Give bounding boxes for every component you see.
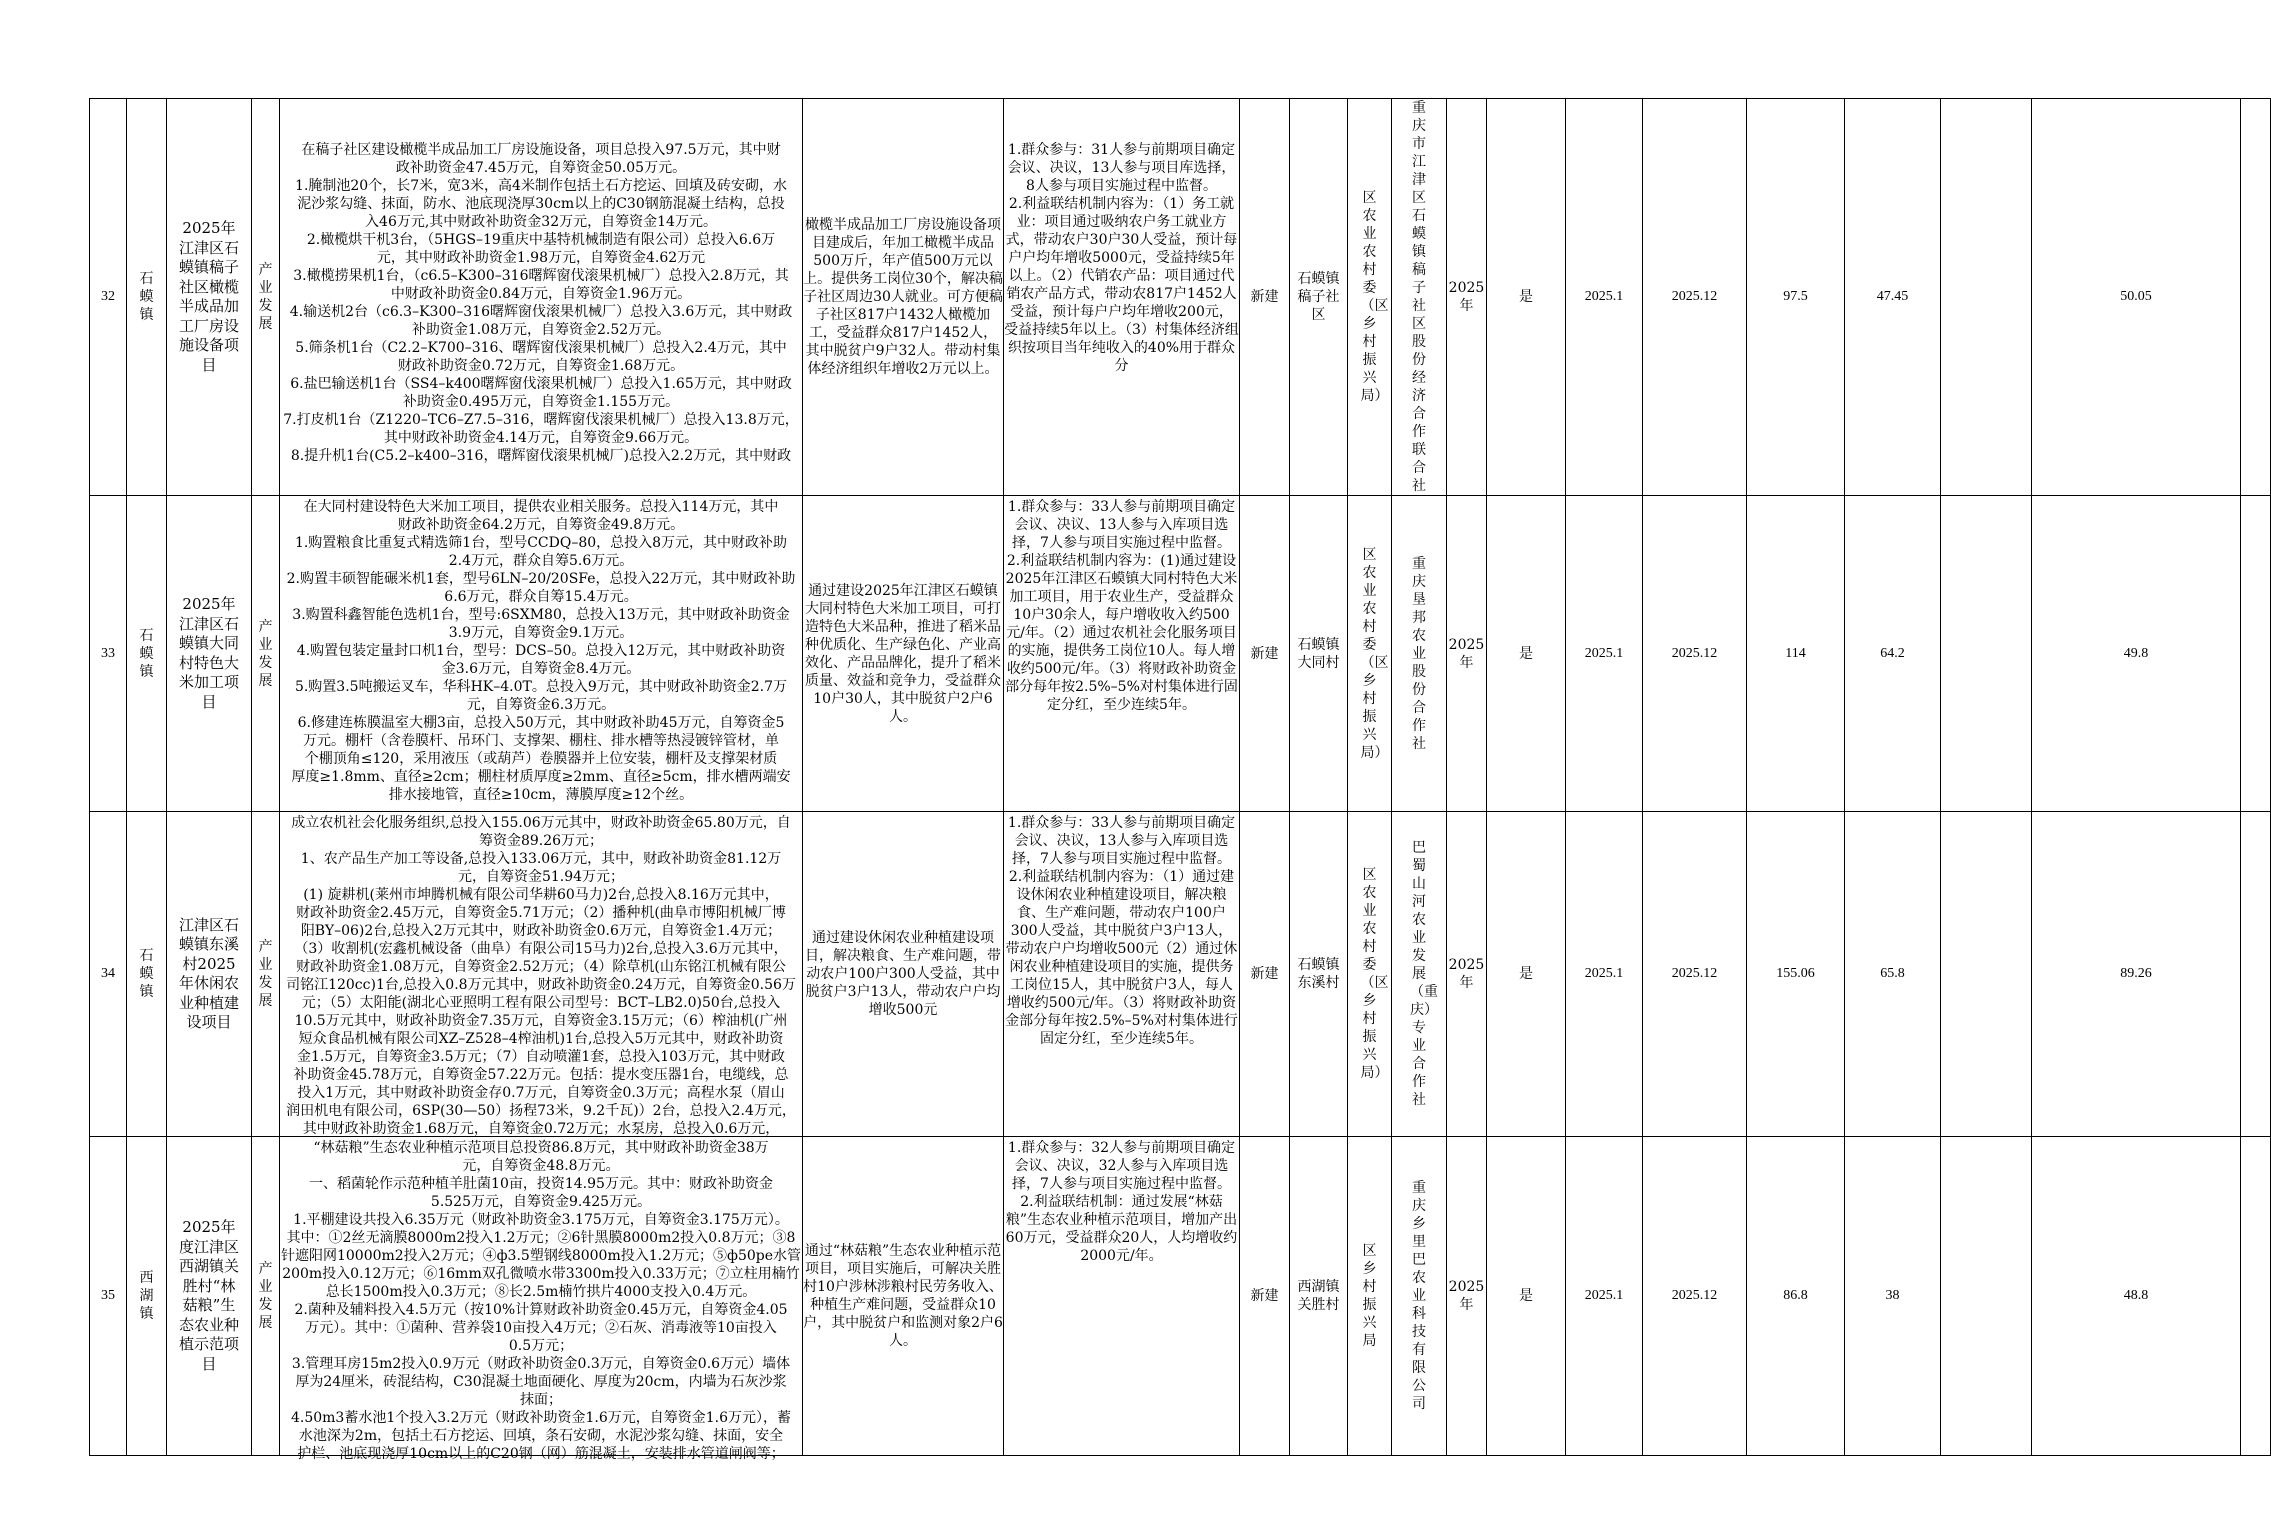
detail-line: 水池深为2m，包括土石方挖运、回填，条石安砌，水泥沙浆勾缝、抹面，安全 <box>298 1427 784 1444</box>
cell-total-investment <box>1747 496 1845 812</box>
cell-project-name <box>167 1137 252 1456</box>
cell-implementing-entity-text: 重庆垦邦农业股份合作社 <box>1412 555 1426 752</box>
cell-flag-text: 是 <box>1519 645 1533 662</box>
cell-start-date <box>1566 99 1643 496</box>
detail-line: （3）收割机(宏鑫机械设备（曲阜）有限公司15马力)2台,总投入3.6万元其中， <box>294 940 788 957</box>
detail-line: 财政补助资金64.2万元，自筹资金49.8万元。 <box>397 516 685 533</box>
cell-total-investment-text: 86.8 <box>1783 1288 1808 1303</box>
cell-self-raised-funds <box>2032 99 2241 496</box>
detail-line: 1.平棚建设共投入6.35万元（财政补助资金3.175万元，自筹资金3.175万元）。 <box>293 1211 789 1228</box>
detail-line: 财政补助资金2.45万元，自筹资金5.71万元；（2）播种机(曲阜市博阳机械厂博 <box>296 904 786 921</box>
cell-fiscal-funds-text: 38 <box>1885 1288 1900 1303</box>
cell-construction-type-text: 新建 <box>1250 966 1279 982</box>
cell-start-date-text: 2025.1 <box>1584 1288 1624 1303</box>
cell-fiscal-funds-text: 64.2 <box>1880 645 1905 661</box>
detail-line: (1) 旋耕机(莱州市坤腾机械有限公司华耕60马力)2台,总投入8.16万元其中， <box>303 886 779 903</box>
cell-self-raised-funds <box>2032 812 2241 1137</box>
cell-category <box>252 1137 280 1456</box>
detail-line: 在稿子社区建设橄榄半成品加工厂房设施设备，项目总投入97.5万元，其中财 <box>301 142 781 158</box>
cell-year <box>1447 99 1487 496</box>
detail-line: 泥沙浆勾缝、抹面，防水、池底现浇厚30cm以上的C30钢筋混凝土结构，总投 <box>297 196 785 212</box>
cell-benefit-mechanism <box>1004 812 1240 1137</box>
cell-location-text: 石蟆镇稿子社区 <box>1297 271 1340 323</box>
cell-end-date-text: 2025.12 <box>1671 645 1718 661</box>
cell-town-text: 西湖镇 <box>139 1270 154 1322</box>
detail-line: 排水接地管，直径≥10cm，薄膜厚度≥12个丝。 <box>388 786 694 803</box>
cell-construction-type-text: 新建 <box>1250 1288 1279 1304</box>
cell-end-date <box>1643 496 1747 812</box>
cell-end-date <box>1643 1137 1747 1456</box>
detail-line: 补助资金0.495万元，自筹资金1.155万元。 <box>402 394 680 410</box>
detail-line: 3.管理耳房15m2投入0.9万元（财政补助资金0.3万元，自筹资金0.6万元）墙体 <box>291 1355 791 1372</box>
cell-year <box>1447 1137 1487 1456</box>
cell-project-name-text: 2025年度江津区西湖镇关胜村“林菇粮”生态农业种植示范项目 <box>178 1218 239 1373</box>
detail-line: 2.购置丰硕智能碾米机1套，型号6LN–20/20SFe，总投入22万元，其中财政补助 <box>286 570 796 587</box>
cell-town <box>127 99 167 496</box>
cell-expected-benefit <box>803 496 1004 812</box>
cell-town <box>127 496 167 812</box>
detail-line: 短众食品机械有限公司XZ–Z528–4榨油机)1台,总投入5万元其中，财政补助资 <box>298 1030 784 1047</box>
cell-year <box>1447 496 1487 812</box>
detail-line: 4.输送机2台（c6.3–K300–316曙辉窗伐滚果机械厂）总投入3.6万元，其中财政 <box>289 304 793 320</box>
cell-supervising-dept <box>1348 1137 1392 1456</box>
cell-row-number <box>90 1137 127 1456</box>
cell-construction-details <box>280 812 803 1137</box>
project-table <box>89 98 2271 1462</box>
cell-benefit-mechanism <box>1004 99 1240 496</box>
cell-row-number-text: 35 <box>101 1288 115 1303</box>
cell-supervising-dept <box>1348 812 1392 1137</box>
cell-location <box>1290 99 1348 496</box>
cell-supervising-dept-text: 区农业农村委（区乡村振兴局） <box>1360 190 1389 404</box>
detail-line: 中财政补助资金0.84万元，自筹资金1.96万元。 <box>390 286 692 302</box>
cell-construction-details <box>280 99 803 496</box>
cell-supervising-dept-text: 区农业农村委（区乡村振兴局） <box>1360 546 1389 761</box>
cell-end-date-text: 2025.12 <box>1671 289 1718 304</box>
cell-flag <box>1487 812 1566 1137</box>
cell-category-text: 产业发展 <box>258 618 273 689</box>
cell-town-text: 石蟆镇 <box>139 948 154 1000</box>
cell-construction-type-text: 新建 <box>1250 289 1279 305</box>
detail-line: 润田机电有限公司，6SP(30—50）扬程73米，9.2千瓦)）2台，总投入2.4万元， <box>286 1102 796 1119</box>
cell-year-text: 2025年 <box>1448 636 1485 671</box>
cell-start-date <box>1566 1137 1643 1456</box>
cell-blank <box>2241 1137 2271 1456</box>
detail-line: 2.橄榄烘干机3台，（5HGS–19重庆中基特机械制造有限公司）总投入6.6万 <box>306 232 776 248</box>
cell-expected-benefit-text: 橄榄半成品加工厂房设施设备项目建成后，年加工橄榄半成品500万斤，年产值500万元以上。提供务工岗位30个，解决稿子社区周边30人就业。可方便稿子社区817户1432人橄榄加工，受益群众817户1452人，其中脱贫户9户32人。带动村集体经济组织年增收2万元以上。 <box>803 217 1003 377</box>
cell-self-raised-funds <box>2032 1137 2241 1456</box>
detail-line: 护栏、池底现浇厚10cm以上的C20钢（网）筋混凝土，安装排水管道闸阀等； <box>297 1445 785 1462</box>
detail-line: 4.购置包装定量封口机1台，型号：DCS–50。总投入12万元，其中财政补助资 <box>296 642 786 659</box>
cell-supervising-dept-text: 区乡村振兴局 <box>1362 1243 1377 1349</box>
cell-construction-type <box>1240 812 1290 1137</box>
cell-year-text: 2025年 <box>1448 957 1485 991</box>
cell-supervising-dept <box>1348 496 1392 812</box>
detail-line: 筹资金89.26万元； <box>478 832 604 849</box>
detail-line: 元；（5）太阳能(湖北心亚照明工程有限公司型号：BCT–LB2.0)50台,总投入 <box>301 994 781 1011</box>
cell-total-investment-text: 114 <box>1785 645 1806 661</box>
detail-line: 元，自筹资金6.3万元。 <box>466 696 616 713</box>
cell-year <box>1447 812 1487 1137</box>
cell-project-name <box>167 99 252 496</box>
cell-row-number <box>90 812 127 1137</box>
cell-flag-text: 是 <box>1519 289 1533 305</box>
cell-category-text: 产业发展 <box>258 262 273 332</box>
cell-town-text: 石蟆镇 <box>139 271 154 323</box>
cell-fiscal-funds <box>1845 1137 1941 1456</box>
cell-category-text: 产业发展 <box>258 1261 273 1331</box>
detail-line: 司铭江120cc)1台,总投入0.8万元其中，财政补助资金0.24万元，自筹资金0.56万 <box>286 976 796 993</box>
detail-line: 5.购置3.5吨搬运叉车，华科HK–4.0T。总投入9万元，其中财政补助资金2.7万 <box>294 678 788 695</box>
cell-row-number <box>90 496 127 812</box>
detail-line: 政补助资金47.45万元，自筹资金50.05万元。 <box>395 160 687 176</box>
cell-total-investment <box>1747 99 1845 496</box>
detail-line: 万元）。其中：①菌种、营养袋10亩投入4万元；②石灰、消毒液等10亩投入 <box>305 1319 777 1336</box>
cell-fiscal-funds <box>1845 496 1941 812</box>
detail-line: 3.购置科鑫智能色选机1台，型号:6SXM80，总投入13万元，其中财政补助资金 <box>292 606 790 623</box>
cell-self-raised-funds-text: 49.8 <box>2123 645 2149 661</box>
cell-blank <box>2241 812 2271 1137</box>
cell-blank <box>2241 496 2271 812</box>
cell-construction-type-text: 新建 <box>1250 645 1279 662</box>
detail-line: 3.9万元，自筹资金9.1万元。 <box>448 624 634 641</box>
cell-category-text: 产业发展 <box>258 939 273 1009</box>
cell-year-text: 2025年 <box>1448 280 1485 314</box>
cell-implementing-entity-text: 重庆市江津区石蟆镇稿子社区股份经济合作联合社 <box>1412 100 1426 494</box>
table-row <box>90 496 2271 812</box>
detail-line: 元，其中财政补助资金1.98万元，自筹资金4.62万元 <box>376 250 706 266</box>
cell-expected-benefit-text: 通过建设休闲农业种植建设项目，解决粮食、生产难问题，带动农户100户300人受益，其中脱贫户3户13人，带动农户户均增收500元 <box>805 930 1001 1018</box>
cell-blank <box>2241 99 2271 496</box>
cell-other-funds <box>1941 812 2032 1137</box>
table-body <box>90 99 2271 1462</box>
cell-total-investment <box>1747 1137 1845 1456</box>
cell-supervising-dept <box>1348 99 1392 496</box>
detail-line: 3.橄榄捞果机1台，（c6.5–K300–316曙辉窗伐滚果机械厂）总投入2.8万元，其 <box>293 268 789 284</box>
cell-town <box>127 812 167 1137</box>
detail-line: 5.525万元，自筹资金9.425万元。 <box>430 1193 652 1210</box>
cell-implementing-entity <box>1392 99 1447 496</box>
cell-supervising-dept-text: 区农业农村委（区乡村振兴局） <box>1360 867 1389 1081</box>
detail-line: 4.50m3蓄水池1个投入3.2万元（财政补助资金1.6万元，自筹资金1.6万元），蓄 <box>290 1409 792 1426</box>
cell-row-number-text: 33 <box>101 645 115 661</box>
cell-construction-type <box>1240 99 1290 496</box>
cell-project-name-text: 2025年江津区石蟆镇稿子社区橄榄半成品加工厂房设施设备项目 <box>178 219 239 374</box>
detail-line: 7.打皮机1台（Z1220–TC6–Z7.5–316，曙辉窗伐滚果机械厂）总投入13.8万元， <box>283 412 799 428</box>
cell-end-date <box>1643 99 1747 496</box>
detail-line: 投入1万元，其中财政补助资金存0.7万元，自筹资金0.3万元；高程水泵（眉山 <box>297 1084 785 1101</box>
detail-line: 财政补助资金0.72万元，自筹资金1.68万元。 <box>397 358 685 374</box>
cell-start-date-text: 2025.1 <box>1584 645 1624 661</box>
cell-start-date <box>1566 812 1643 1137</box>
detail-line: 其中财政补助资金4.14万元，自筹资金9.66万元。 <box>383 430 699 446</box>
cell-expected-benefit <box>803 812 1004 1137</box>
cell-flag <box>1487 496 1566 812</box>
detail-line: 6.修建连栋膜温室大棚3亩，总投入50万元，其中财政补助45万元，自筹资金5 <box>297 714 785 731</box>
cell-location-text: 西湖镇关胜村 <box>1297 1279 1340 1313</box>
cell-implementing-entity <box>1392 1137 1447 1456</box>
cell-self-raised-funds <box>2032 496 2241 812</box>
cell-other-funds <box>1941 1137 2032 1456</box>
detail-line: 200m投入0.12万元；⑥16mm双孔微喷水带3300m投入0.33万元；⑦立柱用楠竹 <box>282 1265 800 1282</box>
cell-fiscal-funds <box>1845 812 1941 1137</box>
detail-line: 补助资金45.78万元，自筹资金57.22万元。包括：提水变压器1台，电缆线，总 <box>293 1066 789 1083</box>
detail-line: 5.筛条机1台（C2.2–K700–316、曙辉窗伐滚果机械厂）总投入2.4万元，其中 <box>295 340 787 356</box>
cell-total-investment <box>1747 812 1845 1137</box>
cell-town-text: 石蟆镇 <box>139 627 154 680</box>
detail-line: 0.5万元； <box>508 1337 574 1354</box>
detail-line: 6.盐巴输送机1台（SS4–k400曙辉窗伐滚果机械厂）总投入1.65万元，其中财政 <box>290 376 792 392</box>
cell-fiscal-funds-text: 65.8 <box>1880 966 1905 981</box>
cell-location <box>1290 1137 1348 1456</box>
cell-flag-text: 是 <box>1519 966 1533 982</box>
cell-expected-benefit-text: 通过建设2025年江津区石蟆镇大同村特色大米加工项目，可打造特色大米品种，推进了稻米品种优质化、生产绿色化、产业高效化、产品品牌化，提升了稻米质量、效益和竞争力，受益群众10户30人，其中脱贫户2户6人。 <box>805 582 1001 725</box>
cell-category <box>252 99 280 496</box>
cell-location <box>1290 812 1348 1137</box>
detail-line: 其中财政补助资金1.68万元，自筹资金0.72万元；水泵房，总投入0.6万元， <box>302 1120 780 1137</box>
cell-self-raised-funds-text: 48.8 <box>2123 1288 2149 1303</box>
detail-line: 厚度≥1.8mm、直径≥2cm；棚柱材质厚度≥2mm、直径≥5cm，排水槽两端安 <box>291 768 791 785</box>
cell-start-date <box>1566 496 1643 812</box>
cell-project-name <box>167 812 252 1137</box>
cell-start-date-text: 2025.1 <box>1584 966 1624 981</box>
cell-end-date-text: 2025.12 <box>1671 1288 1718 1303</box>
cell-category <box>252 496 280 812</box>
cell-other-funds <box>1941 99 2032 496</box>
mechanism-text: 1.群众参与：33人参与前期项目确定会议、决议，13人参与入库项目选择，7人参与项目实施过程中监督。 2.利益联结机制内容为：（1）通过建设休闲农业种植建设项目，解决粮食、生产难问题，带动农户100户300人受益，其中脱贫户3户13人，带动农户户均增收500元（2）通过休闲农业种植建设项目的实施，提供务工岗位15人，其中脱贫户3人，每人增收约500元/年。（3）将财政补助资金部分每年按2.5%–5%对村集体进行固定分红，至少连续5年。 <box>1005 814 1238 1047</box>
table-row <box>90 812 2271 1137</box>
cell-total-investment-text: 97.5 <box>1783 289 1808 304</box>
cell-location-text: 石蟆镇大同村 <box>1297 636 1340 671</box>
cell-implementing-entity <box>1392 812 1447 1137</box>
detail-line: 金1.5万元，自筹资金3.5万元；（7）自动喷灌1套，总投入103万元，其中财政 <box>296 1048 786 1065</box>
cell-implementing-entity <box>1392 496 1447 812</box>
detail-line: 厚为24厘米，砖混结构，C30混凝土地面硬化、厚度为20cm，内墙为石灰沙浆 <box>295 1373 787 1390</box>
cell-start-date-text: 2025.1 <box>1584 289 1624 304</box>
cell-expected-benefit-text: 通过“林菇粮”生态农业种植示范项目，项目实施后，可解决关胜村10户涉林涉粮村民劳务收入、种植生产难问题，受益群众10户，其中脱贫户和监测对象2户6人。 <box>803 1243 1003 1349</box>
detail-line: 财政补助资金1.08万元，自筹资金2.52万元；（4）除草机(山东铭江机械有限公 <box>296 958 786 975</box>
detail-line: 1、农产品生产加工等设备,总投入133.06万元，其中，财政补助资金81.12万 <box>300 850 782 867</box>
cell-self-raised-funds-text: 50.05 <box>2120 289 2152 304</box>
detail-line: 针遮阳网10000m2投入2万元；④ф3.5塑钢线8000m投入1.2万元；⑤ф50pe水管 <box>280 1247 802 1264</box>
cell-location-text: 石蟆镇东溪村 <box>1297 957 1340 991</box>
cell-town <box>127 1137 167 1456</box>
cell-flag-text: 是 <box>1519 1288 1533 1304</box>
cell-implementing-entity-text: 重庆乡里巴农业科技有限公司 <box>1412 1180 1426 1412</box>
cell-fiscal-funds <box>1845 99 1941 496</box>
detail-line: 阳BY–06)2台,总投入2万元其中，财政补助资金0.6万元，自筹资金1.4万元； <box>300 922 782 939</box>
detail-line: 个棚顶角≤120，采用液压（或葫芦）卷膜器并上位安装，棚杆及支撑架材质 <box>304 750 778 767</box>
cell-row-number-text: 34 <box>101 966 115 981</box>
detail-line: 在大同村建设特色大米加工项目，提供农业相关服务。总投入114万元，其中 <box>303 498 779 515</box>
detail-line: 6.6万元，群众自筹15.4万元。 <box>444 588 638 605</box>
cell-row-number <box>90 99 127 496</box>
cell-benefit-mechanism <box>1004 1137 1240 1456</box>
cell-benefit-mechanism <box>1004 496 1240 812</box>
cell-year-text: 2025年 <box>1448 1279 1485 1313</box>
detail-line: 入46万元,其中财政补助资金32万元，自筹资金14万元。 <box>365 214 717 230</box>
detail-line: “林菇粮”生态农业种植示范项目总投资86.8万元，其中财政补助资金38万 <box>313 1139 769 1156</box>
cell-project-name-text: 江津区石蟆镇东溪村2025年休闲农业种植建设项目 <box>178 915 239 1031</box>
cell-end-date <box>1643 812 1747 1137</box>
cell-construction-details <box>280 1137 803 1462</box>
detail-line: 其中：①2丝无滴膜8000m2投入1.2万元；②6针黑膜8000m2投入0.8万元；③8 <box>286 1229 796 1246</box>
detail-line: 抹面； <box>520 1391 562 1408</box>
cell-project-name <box>167 496 252 812</box>
detail-line: 金3.6万元，自筹资金8.4万元。 <box>441 660 641 677</box>
cell-project-name-text: 2025年江津区石蟆镇大同村特色大米加工项目 <box>178 595 239 711</box>
detail-line: 1.购置粮食比重复式精选筛1台，型号CCDQ–80，总投入8万元，其中财政补助 <box>294 534 788 551</box>
cell-construction-type <box>1240 1137 1290 1456</box>
detail-line: 元，自筹资金48.8万元。 <box>462 1157 620 1174</box>
cell-total-investment-text: 155.06 <box>1776 966 1815 981</box>
detail-line: 元，自筹资金51.94万元； <box>457 868 625 885</box>
detail-line: 总长1500m投入0.3万元；⑧长2.5m楠竹拱片4000支投入0.4万元。 <box>325 1283 757 1300</box>
detail-line: 成立农机社会化服务组织,总投入155.06万元其中，财政补助资金65.80万元，自 <box>291 814 791 831</box>
cell-category <box>252 812 280 1137</box>
cell-fiscal-funds-text: 47.45 <box>1876 289 1909 304</box>
cell-construction-type <box>1240 496 1290 812</box>
detail-line: 一、稻菌轮作示范种植羊肚菌10亩，投资14.95万元。其中：财政补助资金 <box>309 1175 773 1192</box>
detail-line: 8.提升机1台(C5.2–k400–316，曙辉窗伐滚果机械厂)总投入2.2万元，其中财政 <box>290 448 792 464</box>
table-row <box>90 1137 2271 1456</box>
cell-flag <box>1487 99 1566 496</box>
detail-line: 1.腌制池20个，长7米，宽3米，高4米制作包括土石方挖运、回填及砖安砌，水 <box>295 178 787 194</box>
detail-line: 补助资金1.08万元，自筹资金2.52万元。 <box>411 322 671 338</box>
cell-expected-benefit <box>803 99 1004 496</box>
cell-end-date-text: 2025.12 <box>1671 966 1718 981</box>
cell-self-raised-funds-text: 89.26 <box>2120 966 2152 981</box>
cell-row-number-text: 32 <box>101 289 115 304</box>
cell-construction-details <box>280 496 803 812</box>
detail-line: 万元。棚杆（含卷膜杆、吊环门、支撑架、棚柱、排水槽等热浸镀锌管材，单 <box>303 732 779 749</box>
detail-line: 2.菌种及辅料投入4.5万元（按10%计算财政补助资金0.45万元，自筹资金4.05 <box>294 1301 788 1318</box>
cell-expected-benefit <box>803 1137 1004 1456</box>
cell-location <box>1290 496 1348 812</box>
cell-flag <box>1487 1137 1566 1456</box>
detail-line: 2.4万元，群众自筹5.6万元。 <box>448 552 634 569</box>
detail-line: 10.5万元其中，财政补助资金7.35万元，自筹资金3.15万元；（6）榨油机(广州 <box>294 1012 788 1029</box>
mechanism-text: 1.群众参与：33人参与前期项目确定会议、决议、13人参与入库项目选择，7人参与项目实施过程中监督。 2.利益联结机制内容为：(1)通过建设2025年江津区石蟆镇大同村特色大米加工项目，用于农业生产，受益群众10户30余人，每户增收收入约500元/年。（2）通过农机社会化服务项目的实施，提供务工岗位10人。每人增收约500元/年。（3）将财政补助资金部分每年按2.5%–5%对村集体进行固定分红，至少连续5年。 <box>1005 498 1238 713</box>
mechanism-text: 1.群众参与：31人参与前期项目确定会议、决议，13人参与项目库选择，8人参与项目实施过程中监督。 2.利益联结机制内容为：（1）务工就业：项目通过吸纳农户务工就业方式，带动农户30户30人受益，预计每户户均年增收5000元，受益持续5年以上。（2）代销农产品：项目通过代销农产品方式，带动农817户1452人受益，预计每户户均年增收200元，受益持续5年以上。（3）村集体经济组织按项目当年纯收入的40%用于群众分 <box>1004 142 1239 374</box>
table-row <box>90 99 2271 496</box>
cell-other-funds <box>1941 496 2032 812</box>
mechanism-text: 1.群众参与：32人参与前期项目确定会议、决议，32人参与入库项目选择，7人参与项目实施过程中监督。 2.利益联结机制：通过发展“林菇粮”生态农业种植示范项目，增加产出60万元，受益群众20人，人均增收约2000元/年。 <box>1005 1139 1238 1264</box>
cell-implementing-entity-text: 巴蜀山河农业发展（重庆）专业合作社 <box>1410 840 1438 1108</box>
